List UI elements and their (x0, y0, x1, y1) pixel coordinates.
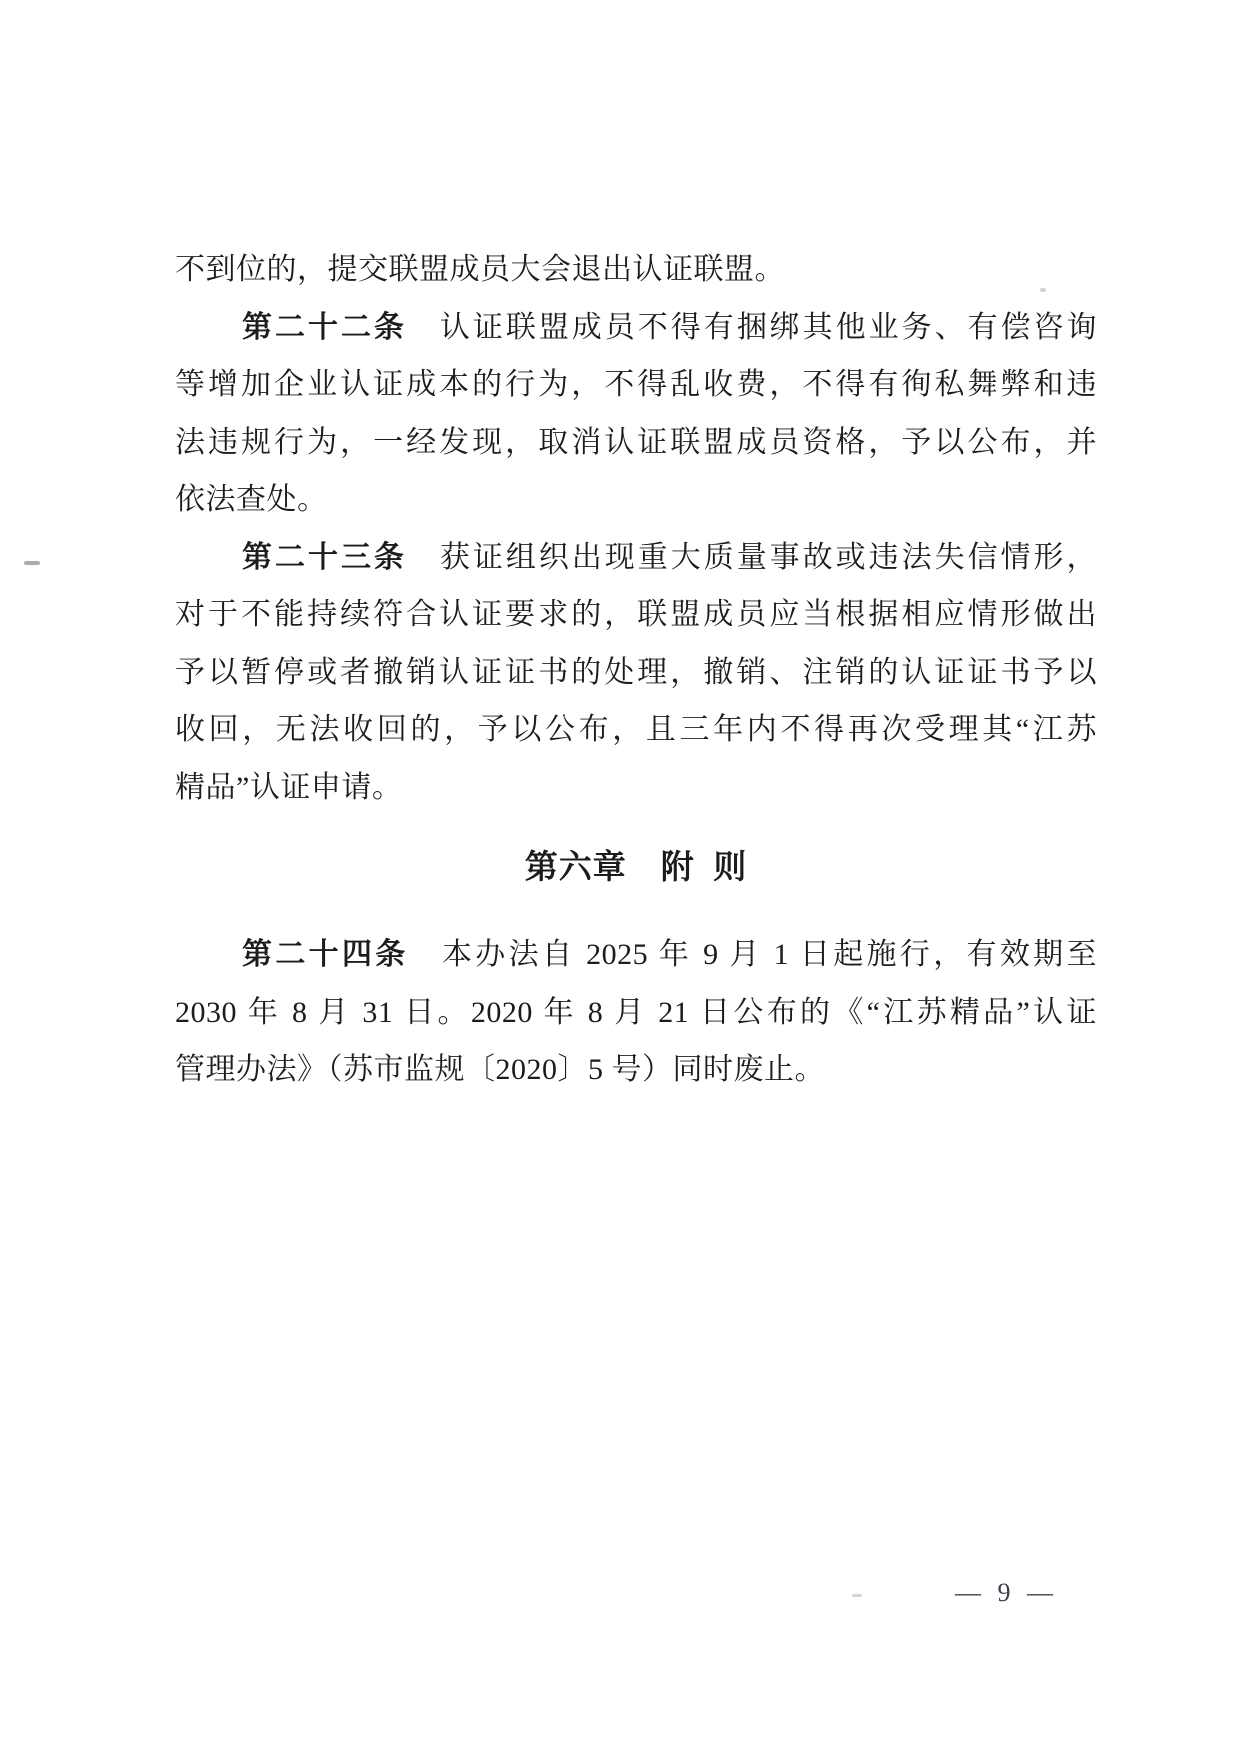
article-number: 第二十三条 (242, 540, 407, 574)
body-line: 等增加企业认证成本的行为，不得乱收费，不得有徇私舞弊和违 (175, 368, 1097, 401)
page-number: — 9 — (955, 1578, 1058, 1607)
body-line (175, 926, 1097, 984)
scan-speck (1040, 288, 1046, 292)
body-line: 予以暂停或者撤销认证证书的处理，撤销、注销的认证证书予以 (175, 655, 1097, 689)
article-number: 第二十二条 (242, 310, 407, 344)
body-line: 不到位的，提交联盟成员大会退出认证联盟。 (175, 253, 785, 286)
body-line: 依法查处。 (175, 483, 328, 516)
document-body (175, 241, 1097, 1099)
body-line: 对于不能持续符合认证要求的，联盟成员应当根据相应情形做出 (175, 598, 1097, 631)
body-line: 收回，无法收回的，予以公布，且三年内不得再次受理其“江苏 (175, 713, 1097, 746)
scan-speck (24, 561, 40, 565)
body-line: 精品”认证申请。 (175, 770, 403, 804)
body-line-text: 获证组织出现重大质量事故或违法失信情形， (406, 540, 1098, 574)
body-line-text: 本办法自 2025 年 9 月 1 日起施行，有效期至 (408, 938, 1098, 971)
body-line: 管理办法》（苏市监规〔2020〕5 号）同时废止。 (175, 1053, 825, 1086)
article-number: 第二十四条 (242, 938, 409, 971)
body-line: 法违规行为，一经发现，取消认证联盟成员资格，予以公布，并 (175, 425, 1097, 459)
body-line (175, 529, 1097, 587)
body-line (175, 299, 1097, 357)
body-line: 2030 年 8 月 31 日。2020 年 8 月 21 日公布的《“江苏精品”认证 (175, 995, 1097, 1029)
scan-speck (852, 1594, 862, 1597)
chapter-heading: 第六章 附 则 (524, 850, 748, 886)
body-line-text: 认证联盟成员不得有捆绑其他业务、有偿咨询 (406, 310, 1098, 344)
